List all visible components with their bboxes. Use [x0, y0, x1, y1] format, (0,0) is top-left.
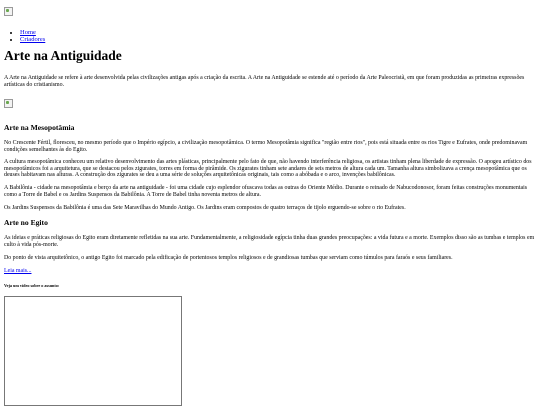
nav-link-home[interactable]: Home — [20, 29, 36, 36]
nav-item-home — [20, 29, 536, 36]
paragraph: Do ponto de vista arquitetônico, o antigo Egito foi marcado pela edificação de portentosos templos religiosos e de grandiosas tumbas que serviam como túmulos para faraós e seus familiares. — [4, 254, 453, 261]
paragraph: A cultura mesopotâmica conheceu um relativo desenvolvimento das artes plásticas, principalmente pelo fato de que, não havendo interferência religiosa, os artistas tinham plena liberdade de expressão. O apogeu artístico dos mesopotâmicos foi a arquitetura, que se destacou pelos zigurates, torres em forma de pirâmide. Os zigurates tinham sete andares de seis metros de altura cada um. Tamanha altura simbolizava a crença mesopotâmica que os deuses habitavam nas alturas. A construção dos zigurates se deu a uma série de soluções arquitetônicas originais, tais como a abóbada e o arco, invenções babilônicas. — [4, 158, 532, 179]
broken-image-icon — [4, 7, 13, 16]
nav-link-criadores[interactable]: Criadores — [20, 36, 46, 43]
page-title: Arte na Antiguidade — [4, 48, 122, 63]
broken-image-icon — [4, 99, 13, 108]
paragraph: No Crescente Fértil, floresceu, no mesmo período que o Império egípcio, a civilização mesopotâmica. O termo Mesopotâmia significa "região entre rios", pois está situada entre os rios Tigre e Eufrates, onde predominavam condições semelhantes às do Egito. — [4, 139, 528, 153]
intro-paragraph: A Arte na Antiguidade se refere à arte desenvolvida pelas civilizações antigas após a criação da escrita. A Arte na Antiguidade se estende até o período da Arte Paleocristã, em que foram produzidas as primeiras expressões artísticas do cristianismo. — [4, 75, 525, 88]
paragraph: A Babilônia - cidade na mesopotâmia e berço da arte na antiguidade - foi uma cidade cujo esplendor ofuscava todas as outras do Oriente Médio. Durante o reinado de Nabucodonosor, foram feitas construções monumentais como a Torre de Babel e os Jardins Suspensos da Babilônia. A Torre de Babel tinha noventa metros de altura. — [4, 185, 528, 199]
article-image — [4, 95, 536, 113]
paragraph: Os Jardins Suspensos da Babilônia é uma das Sete Maravilhas do Mundo Antigo. Os Jardins eram compostos de quatro terraços de tijolo erguendo-se sobre o rio Eufrates. — [4, 205, 406, 212]
video-label: Veja um vídeo sobre o assunto: — [4, 282, 60, 288]
read-more-paragraph — [4, 268, 536, 275]
nav-item-criadores — [20, 36, 536, 43]
video-embed[interactable] — [4, 296, 182, 406]
nav-list — [4, 29, 536, 43]
section-heading-mesopotamia: Arte na Mesopotâmia — [4, 122, 75, 132]
read-more-link[interactable]: Leia mais... — [4, 267, 32, 274]
paragraph: As ideias e práticas religiosas do Egito eram diretamente refletidas na sua arte. Fundamentalmente, a religiosidade egípcia tinha duas grandes preocupações: a vida futura e a morte. Exemplos disso são as tumbas e templos em culto à vida pós-morte. — [4, 235, 535, 248]
section-heading-egito: Arte no Egito — [4, 218, 48, 228]
